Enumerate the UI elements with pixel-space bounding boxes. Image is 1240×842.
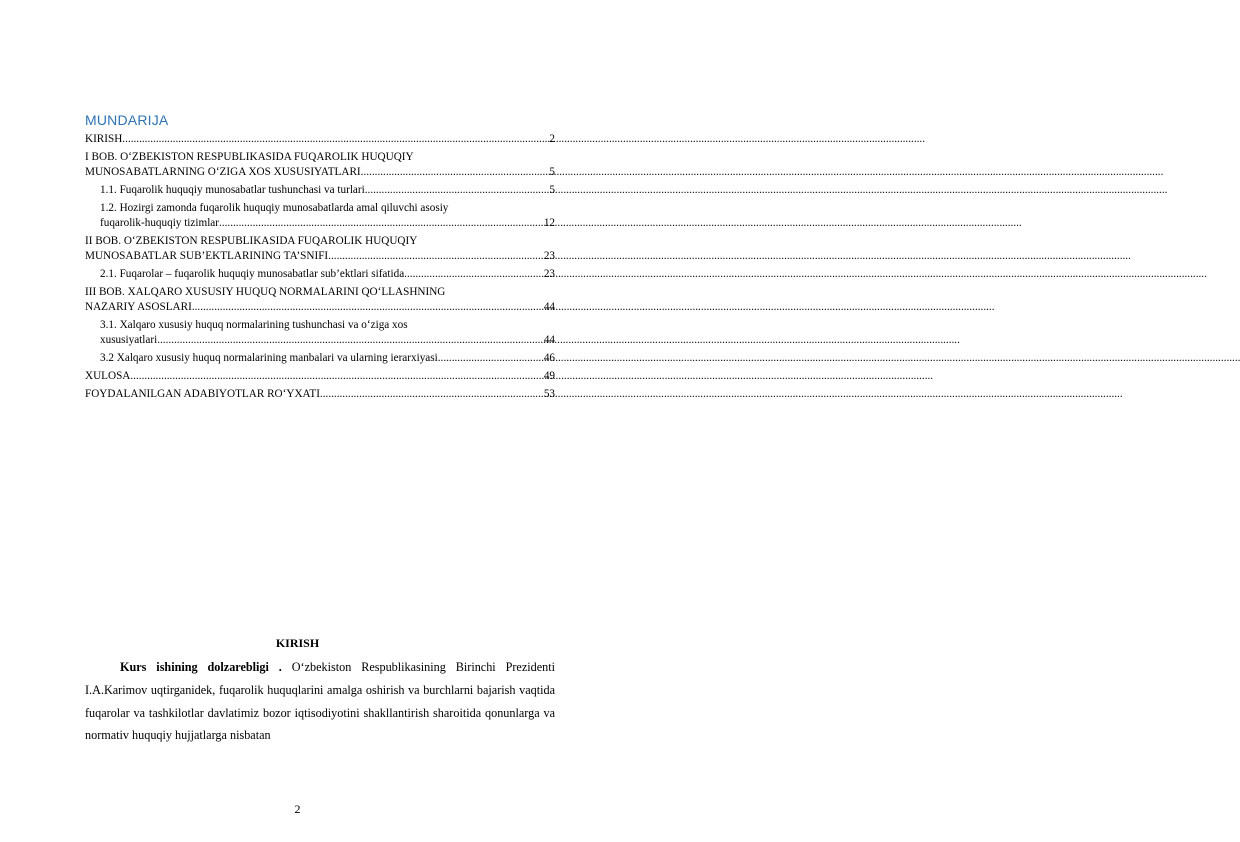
toc-entry-line: 1.2. Hozirgi zamonda fuqarolik huquqiy munosabatlarda amal qiluvchi asosiy — [100, 202, 449, 214]
section-heading: KIRISH — [275, 636, 320, 650]
toc-entry-line: I BOB. O‘ZBEKISTON RESPUBLIKASIDA FUQAROLIK HUQUQIY — [85, 151, 414, 163]
toc-leader-dots — [320, 387, 544, 402]
toc-entry[interactable] — [85, 351, 555, 366]
toc-entry-title: KIRISH — [85, 133, 123, 145]
toc-entry-title: FOYDALANILGAN ADABIYOTLAR RO‘YXATI — [85, 388, 320, 400]
toc-entry-title: 1.1. Fuqarolik huquqiy munosabatlar tushunchasi va turlari — [100, 184, 365, 196]
toc-entry-title: fuqarolik-huquqiy tizimlar — [100, 217, 219, 229]
toc-page-number: 12 — [543, 217, 555, 229]
toc-entry-title: NAZARIY ASOSLARI — [85, 301, 192, 313]
toc-page-number: 5 — [549, 166, 555, 178]
toc-entry-title: 2.1. Fuqarolar – fuqarolik huquqiy munosabatlar sub’ektlari sifatida — [100, 268, 405, 280]
toc-entry[interactable] — [85, 234, 555, 264]
toc-page-number: 23 — [543, 268, 555, 280]
intro-paragraph — [85, 656, 555, 747]
toc-entry-line: 3.1. Xalqaro xususiy huquq normalarining tushunchasi va o‘ziga xos — [100, 319, 408, 331]
toc-entry[interactable] — [85, 369, 555, 384]
toc-page-number: 23 — [543, 250, 555, 262]
intro-lead: Kurs ishining dolzarebligi . — [120, 660, 282, 674]
toc-leader-dots — [130, 369, 543, 384]
toc-entry-title: MUNOSABATLAR SUB’EKTLARINING TA’SNIFI — [85, 250, 329, 262]
toc-leader-dots — [328, 249, 544, 264]
toc-page-number: 2 — [549, 133, 555, 145]
toc-page-number: 53 — [543, 388, 555, 400]
toc-leader-dots — [404, 267, 544, 282]
toc-leader-dots — [365, 183, 550, 198]
page-number: 2 — [294, 802, 301, 816]
toc-leader-dots — [361, 165, 550, 180]
toc-entry-title: MUNOSABATLARNING O‘ZIGA XOS XUSUSIYATLARI — [85, 166, 361, 178]
toc-leader-dots — [157, 333, 544, 348]
toc-leader-dots — [438, 351, 544, 366]
toc-entry-title: XULOSA — [85, 370, 131, 382]
toc-leader-dots — [192, 300, 544, 315]
toc-entry[interactable] — [85, 387, 555, 402]
toc-title: MUNDARIJA — [85, 112, 169, 128]
intro-text: O‘zbekiston Respublikasining Birinchi Prezidenti I.A.Karimov uqtirganidek, fuqarolik huquqlarini amalga oshirish va burchlarni bajarish vaqtida fuqarolar va tashkilotlar davlatimiz bozor iqtisodiyotini shakllantirish sharoitida qonunlarga va normativ huquqiy hujjatlarga nisbatan — [85, 660, 555, 743]
toc-entry[interactable] — [85, 132, 555, 147]
toc-entry[interactable] — [85, 267, 555, 282]
toc-page-number: 49 — [543, 370, 555, 382]
toc-entry-title: 3.2 Xalqaro xususiy huquq normalarining manbalari va ularning ierarxiyasi — [100, 352, 438, 364]
table-of-contents — [85, 132, 555, 405]
toc-entry[interactable] — [85, 201, 555, 231]
toc-entry-line: II BOB. O‘ZBEKISTON RESPUBLIKASIDA FUQAROLIK HUQUQIY — [85, 235, 418, 247]
toc-entry-line: III BOB. XALQARO XUSUSIY HUQUQ NORMALARINI QO‘LLASHNING — [85, 286, 446, 298]
toc-page-number: 44 — [543, 334, 555, 346]
toc-leader-dots — [122, 132, 549, 147]
toc-entry[interactable] — [85, 150, 555, 180]
toc-entry[interactable] — [85, 318, 555, 348]
toc-page-number: 46 — [543, 352, 555, 364]
toc-entry[interactable] — [85, 285, 555, 315]
toc-entry[interactable] — [85, 183, 555, 198]
toc-entry-title: xususiyatlari — [100, 334, 158, 346]
toc-page-number: 5 — [549, 184, 555, 196]
toc-page-number: 44 — [543, 301, 555, 313]
toc-leader-dots — [219, 216, 544, 231]
